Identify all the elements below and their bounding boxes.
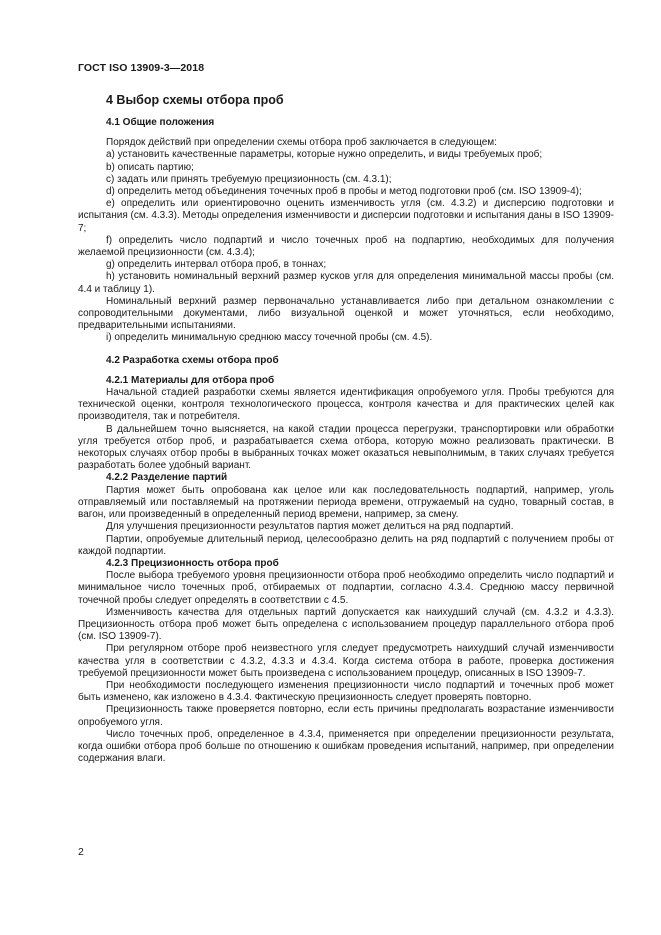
document-body	[78, 92, 614, 765]
list-item: g) определить интервал отбора проб, в тоннах;	[106, 259, 327, 271]
paragraph: Порядок действий при определении схемы отбора проб заключается в следующем:	[106, 137, 497, 149]
running-header: ГОСТ ISO 13909-3—2018	[78, 62, 205, 74]
paragraph: Начальной стадией разработки схемы является идентификация опробуемого угля. Пробы требуются для технической оценки, контроля технологического процесса, контроля качества и для практических целей как производителя, так и потребителя.	[78, 387, 614, 423]
paragraph: Номинальный верхний размер первоначально устанавливается либо при детальном ознакомлении с сопроводительными документами, либо визуальной оценкой и может уточняться, если необходимо, предварительными испытаниями.	[78, 295, 614, 332]
list-item: с) задать или принять требуемую прецизионность (см. 4.3.1);	[106, 173, 392, 185]
list-item: f) определить число подпартий и число точечных проб на подпартию, необходимых для получения желаемой прецизионности (см. 4.3.4);	[78, 234, 614, 259]
paragraph: После выбора требуемого уровня прецизионности отбора проб необходимо определить число подпартий и минимальное число точечных проб, отбираемых от подпартии, согласно 4.3.4. Среднюю массу первичной точечной пробы следует определять в соответствии с 4.5.	[78, 570, 614, 606]
section-title: 4 Выбор схемы отбора проб	[106, 93, 284, 107]
list-item: а) установить качественные параметры, которые нужно определить, и виды требуемых проб;	[106, 149, 543, 161]
paragraph: Прецизионность также проверяется повторно, если есть причины предполагать возрастание изменчивости опробуемого угля.	[78, 704, 614, 728]
paragraph: Для улучшения прецизионности результатов партия может делиться на ряд подпартий.	[106, 521, 514, 533]
subsection-title-4-2: 4.2 Разработка схемы отбора проб	[106, 354, 279, 366]
list-item: е) определить или ориентировочно оценить изменчивость угля (см. 4.3.2) и дисперсию подготовки и испытания (см. 4.3.3). Методы определения изменчивости и дисперсии подготовки и испытания даны в ISO 13909-7;	[78, 198, 614, 234]
paragraph: В дальнейшем точно выясняется, на какой стадии процесса перегрузки, транспортировки или обработки угля требуется отбор проб, и разрабатывается схема отбора, которую можно реализовать практически. В некоторых случаях отбор пробы в выбранных точках может оказаться невыполнимым, в таких случаях требуется разработать более удобный вариант.	[78, 423, 614, 472]
paragraph: Партия может быть опробована как целое или как последовательность подпартий, например, уголь отправляемый или поставляемый на протяжении периода времени, отгружаемый на судно, товарный состав, в вагон, или произведенный в определенный период времени, например, за смену.	[78, 484, 614, 521]
paragraph: Изменчивость качества для отдельных партий допускается как наихудший случай (см. 4.3.2 и 4.3.3). Прецизионность отбора проб может быть определена с использованием процедур параллельного отбора проб (см. ISO 13909-7).	[78, 606, 614, 643]
paragraph: При регулярном отборе проб неизвестного угля следует предусмотреть наихудший случай изменчивости качества угля в соответствии с 4.3.2, 4.3.3 и 4.3.4. Когда система отбора в работе, проверка достижения требуемой прецизионности может быть произведена с использованием процедур, описанных в ISO 13909-7.	[78, 643, 614, 679]
page-number: 2	[78, 846, 84, 858]
paragraph: Партии, опробуемые длительный период, целесообразно делить на ряд подпартий с получением пробы от каждой подпартии.	[78, 533, 614, 557]
clause-title-4-2-1: 4.2.1 Материалы для отбора проб	[106, 374, 275, 386]
list-item: i) определить минимальную среднюю массу точечной пробы (см. 4.5).	[106, 332, 433, 344]
list-item: b) описать партию;	[106, 161, 194, 173]
subsection-title-4-1: 4.1 Общие положения	[106, 117, 215, 128]
list-item: d) определить метод объединения точечных проб в пробы и метод подготовки проб (см. ISO 13909-4);	[106, 186, 582, 198]
paragraph: При необходимости последующего изменения прецизионности число подпартий и точечных проб может быть изменено, как изложено в 4.3.4. Фактическую прецизионность следует проверять повторно.	[78, 679, 614, 704]
clause-title-4-2-3: 4.2.3 Прецизионность отбора проб	[106, 557, 279, 569]
paragraph: Число точечных проб, определенное в 4.3.4, применяется при определении прецизионности результата, когда ошибки отбора проб больше по отношению к ошибкам проведения испытаний, например, при определении содержания влаги.	[78, 728, 614, 765]
list-item: h) установить номинальный верхний размер кусков угля для определения минимальной массы пробы (см. 4.4 и таблицу 1).	[78, 271, 614, 295]
clause-title-4-2-2: 4.2.2 Разделение партий	[106, 472, 228, 484]
